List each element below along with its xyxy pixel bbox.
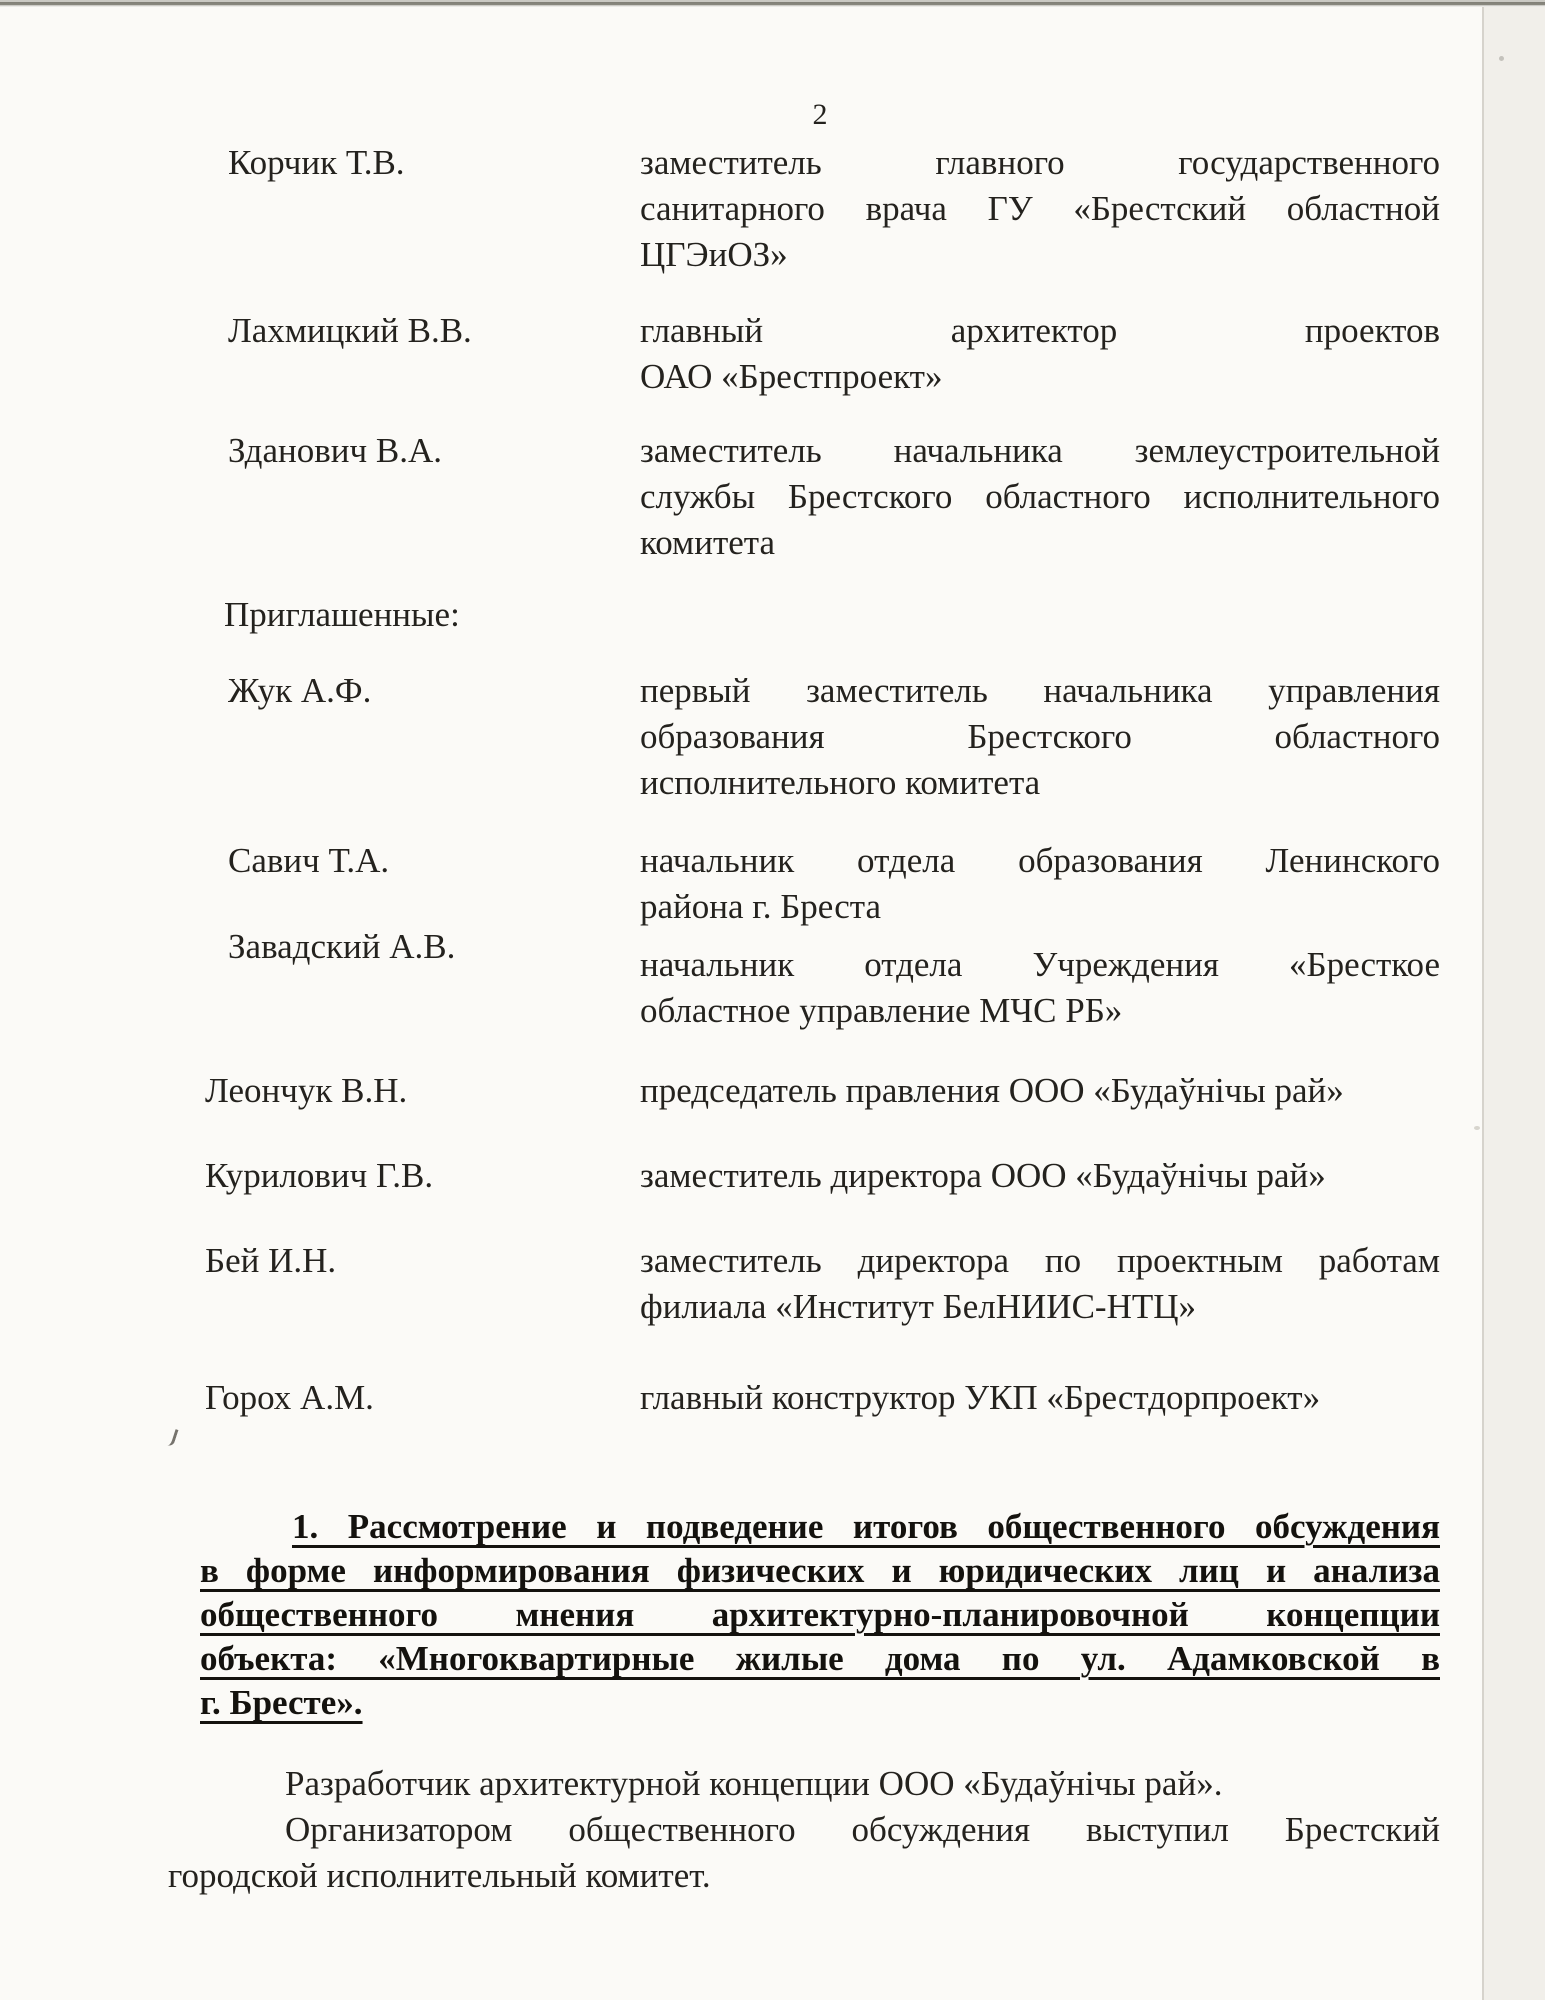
scan-artifact (1474, 1126, 1480, 1130)
position-line: начальник отдела Учреждения «Бресткое (640, 945, 1440, 984)
body-paragraph (168, 1761, 1440, 1807)
participant-position (640, 308, 1440, 400)
participant-row (0, 1375, 1545, 1421)
participant-position (640, 428, 1440, 566)
participant-position (640, 140, 1440, 278)
heading-line: общественного мнения архитектурно-планировочной концепции (200, 1595, 1440, 1634)
paragraph-line: Разработчик архитектурной концепции ООО «Будаўнічы рай». (285, 1764, 1223, 1803)
participant-row (0, 1153, 1545, 1199)
participant-name: Савич Т.А. (228, 841, 390, 880)
participant-row (0, 838, 1545, 930)
position-line: ЦГЭиОЗ» (640, 235, 788, 274)
participant-name: Бей И.Н. (205, 1241, 337, 1280)
position-line: заместитель главного государственного (640, 143, 1440, 182)
scan-artifact (1499, 56, 1504, 61)
participant-position (640, 1238, 1440, 1330)
position-line: председатель правления ООО «Будаўнічы рай» (640, 1071, 1344, 1110)
participant-position (640, 838, 1440, 930)
participant-row (0, 140, 1545, 278)
participant-row (0, 1238, 1545, 1330)
scan-edge-top (0, 0, 1545, 7)
participant-row (0, 668, 1545, 806)
participant-row (0, 924, 1545, 1034)
participant-position (640, 668, 1440, 806)
position-line: заместитель начальника землеустроительной (640, 431, 1440, 470)
heading-line: 1. Рассмотрение и подведение итогов общественного обсуждения (292, 1507, 1440, 1546)
heading-line: г. Бресте». (200, 1683, 363, 1722)
participant-name: Завадский А.В. (228, 927, 456, 966)
participant-name: Зданович В.А. (228, 431, 442, 470)
participant-name: Жук А.Ф. (228, 671, 372, 710)
heading-line: объекта: «Многоквартирные жилые дома по ул. Адамковской в (200, 1639, 1440, 1678)
paragraph-line: Организатором общественного обсуждения выступил Брестский (285, 1810, 1440, 1849)
participant-position (640, 1153, 1440, 1199)
position-line: района г. Бреста (640, 887, 881, 926)
position-line: заместитель директора по проектным работам (640, 1241, 1440, 1280)
position-line: заместитель директора ООО «Будаўнічы рай» (640, 1156, 1326, 1195)
participant-name: Корчик Т.В. (228, 143, 405, 182)
position-line: начальник отдела образования Ленинского (640, 841, 1440, 880)
invited-section-label: Приглашенные: (224, 595, 460, 634)
position-line: образования Брестского областного (640, 717, 1440, 756)
paragraph-line: городской исполнительный комитет. (168, 1856, 711, 1895)
position-line: ОАО «Брестпроект» (640, 357, 943, 396)
position-line: исполнительного комитета (640, 763, 1041, 802)
position-line: главный архитектор проектов (640, 311, 1440, 350)
position-line: главный конструктор УКП «Брестдорпроект» (640, 1378, 1321, 1417)
participant-position (640, 1068, 1440, 1114)
position-line: областное управление МЧС РБ» (640, 991, 1123, 1030)
position-line: филиала «Институт БелНИИС-НТЦ» (640, 1287, 1197, 1326)
participant-position (640, 1375, 1440, 1421)
position-line: комитета (640, 523, 776, 562)
position-line: первый заместитель начальника управления (640, 671, 1440, 710)
participant-position (640, 924, 1440, 1034)
participant-row (0, 1068, 1545, 1114)
participant-row (0, 428, 1545, 566)
position-line: службы Брестского областного исполнительного (640, 477, 1440, 516)
body-paragraph (168, 1807, 1440, 1899)
participant-name: Горох А.М. (205, 1378, 374, 1417)
section-heading (200, 1505, 1440, 1725)
participant-name: Лахмицкий В.В. (228, 311, 472, 350)
participant-name: Леончук В.Н. (205, 1071, 408, 1110)
participant-row (0, 308, 1545, 400)
page-number: 2 (812, 98, 828, 131)
participant-name: Курилович Г.В. (205, 1156, 434, 1195)
heading-line: в форме информирования физических и юридических лиц и анализа (200, 1551, 1440, 1590)
position-line: санитарного врача ГУ «Брестский областной (640, 189, 1440, 228)
